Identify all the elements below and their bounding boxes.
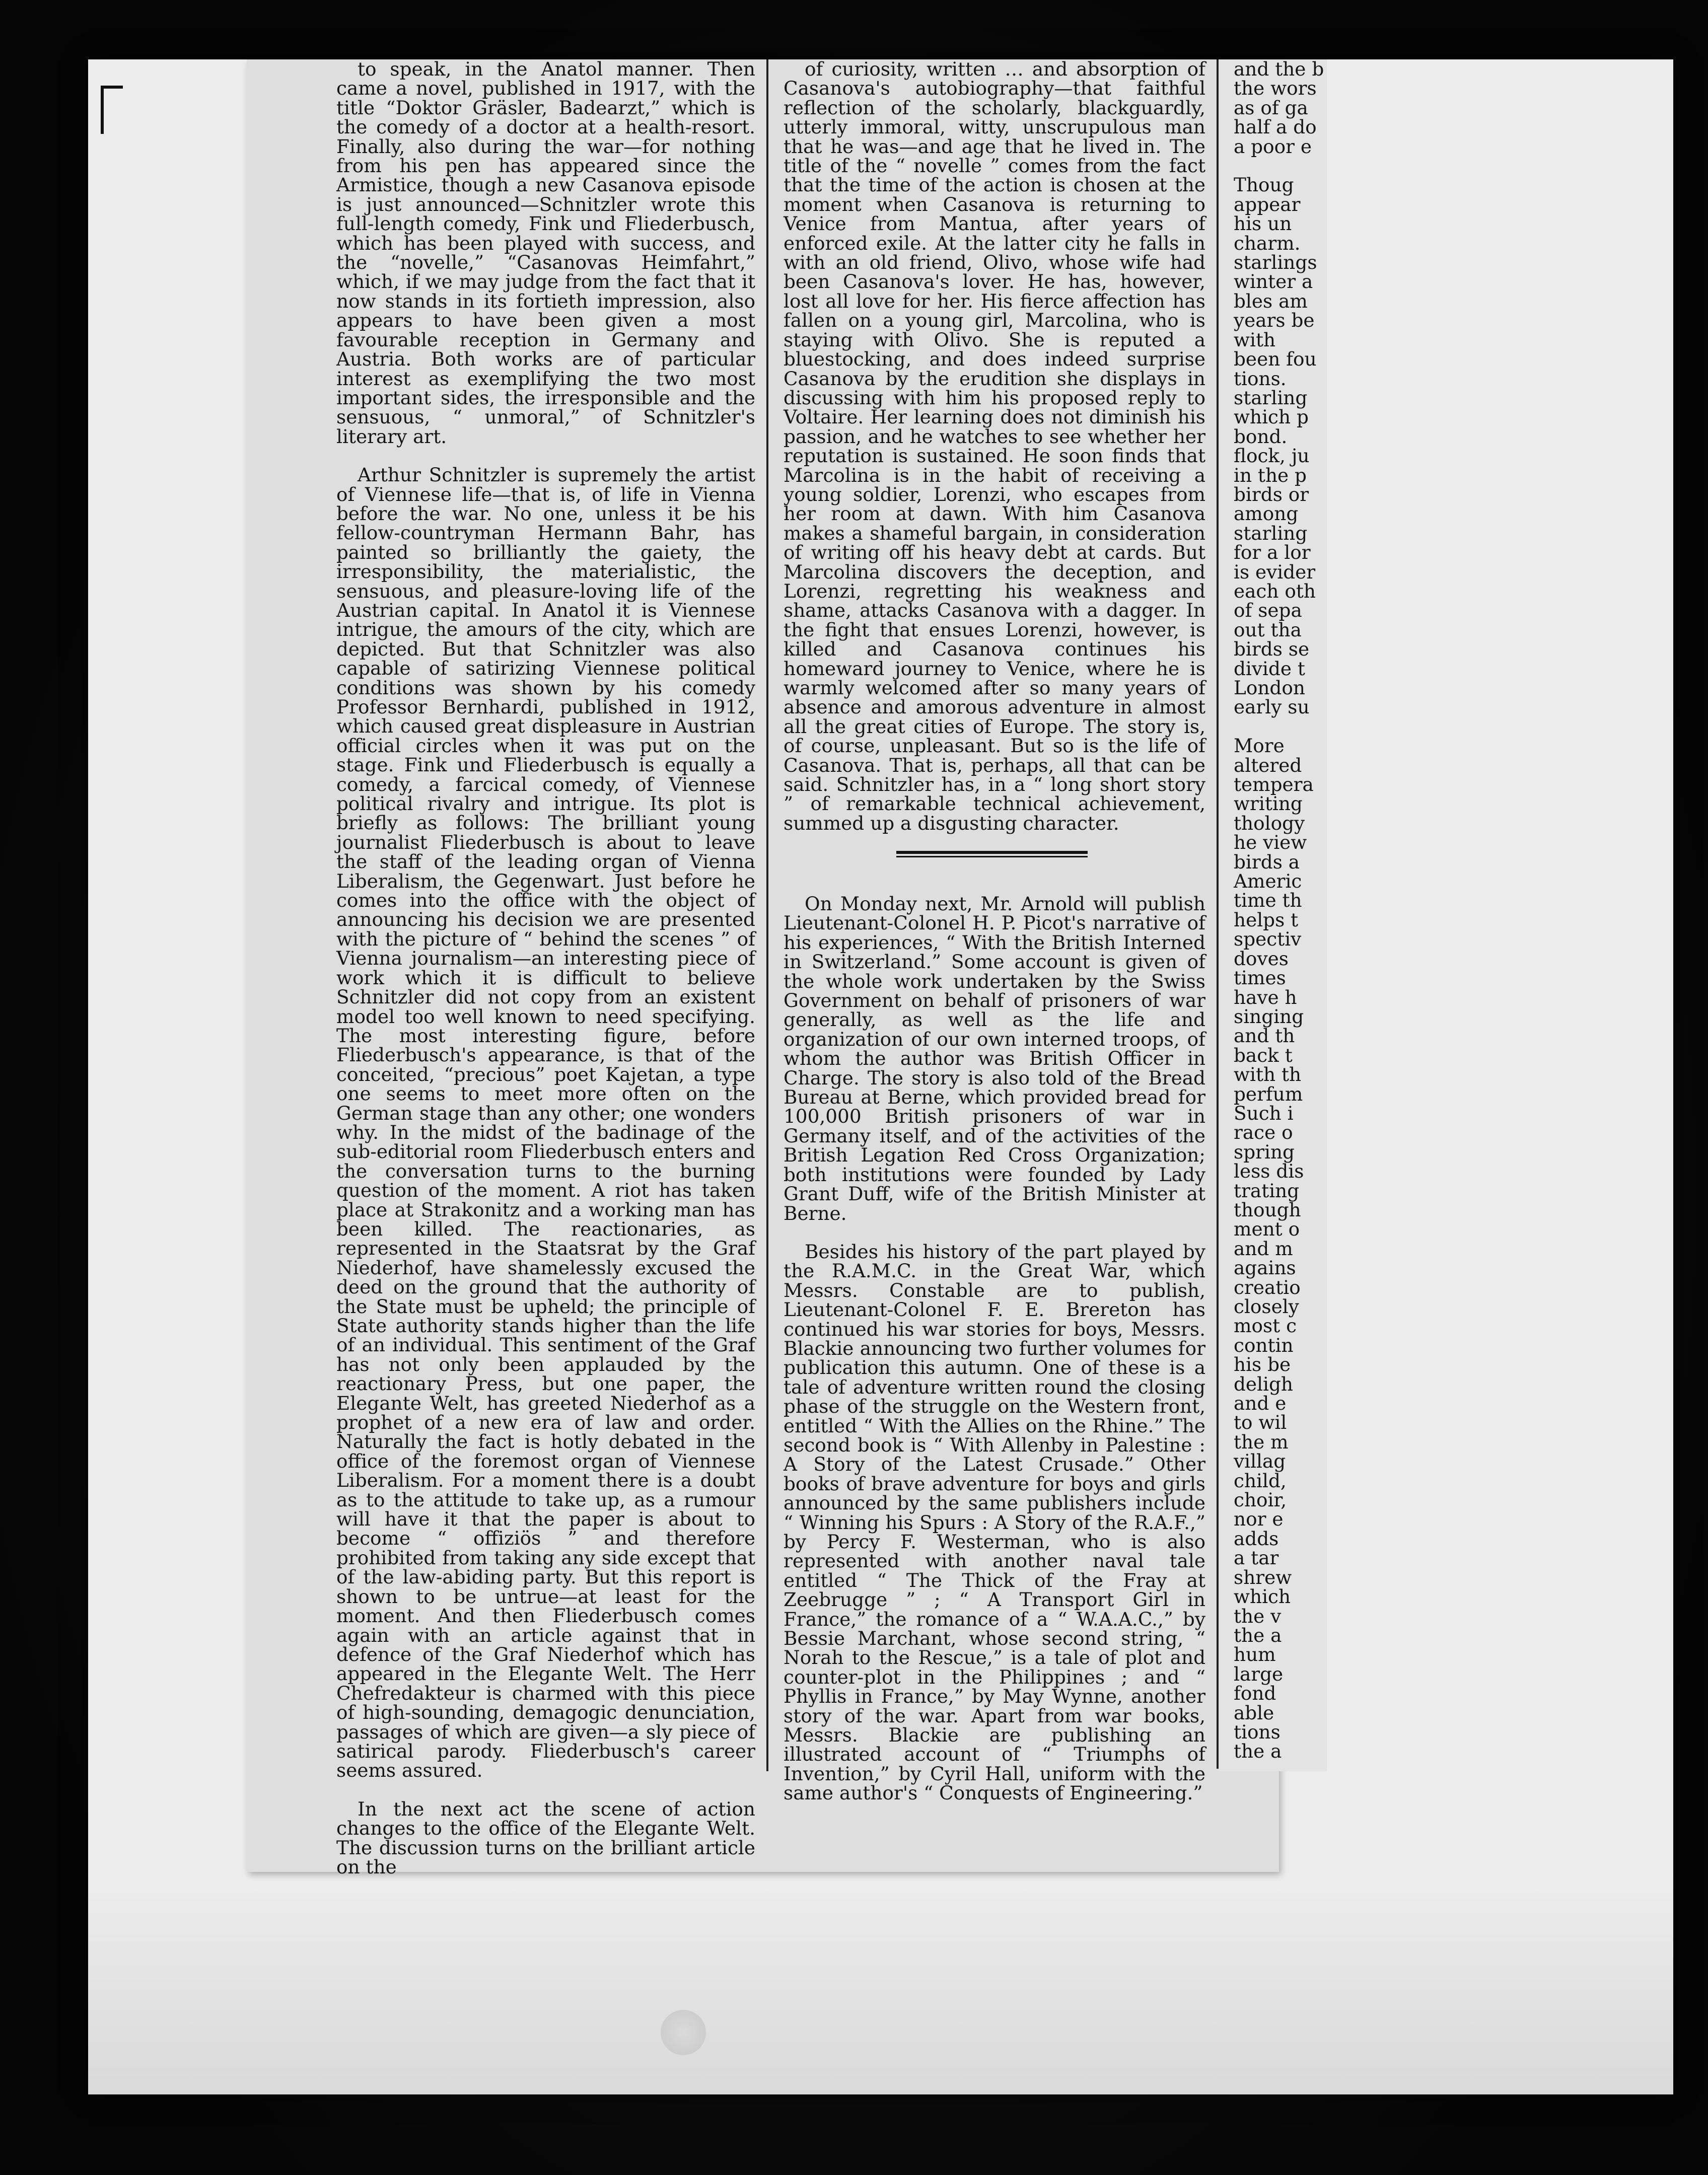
col3-line: starlings: [1234, 251, 1317, 274]
col3-line: ment o: [1234, 1218, 1300, 1241]
col3-line: Americ: [1234, 870, 1302, 893]
col1-paragraph: Arthur Schnitzler is supremely the artist of Viennese life—that is, of life in Vienna before the war. No one, unless it be his fellow-countryman Hermann Bahr, has painted so brilliantly the gaiety, the irresponsibility, the materialistic, the sensuous, and pleasure-loving life of the Austrian capital. In Anatol it is Viennese intrigue, the amours of the city, which are depicted. But that Schnitzler was also capable of satirizing Viennese political conditions was shown by his comedy Professor Bernhardi, published in 1912, which caused great displeasure in Austrian official circles when it was put on the stage. Fink und Fliederbusch is equally a comedy, a farcical comedy, of Viennese political rivalry and intrigue. Its plot is briefly as follows: The brilliant young journalist Fliederbusch is about to leave the staff of the leading organ of Vienna Liberalism, the Gegenwart. Just before he comes into the office with the object of announcing his decision we are presented with the picture of “ behind the scenes ” of Vienna journalism—an interesting piece of work which it is difficult to believe Schnitzler did not copy from an existent model too well known to need specifying. The most interesting figure, before Fliederbusch's appearance, is that of the conceited, “precious” poet Kajetan, a type one seems to meet more often on the German stage than any other; one wonders why. In the midst of the badinage of the sub-editorial room Fliederbusch enters and the conversation turns to the burning question of the moment. A riot has taken place at Strakonitz and a working man has been killed. The reactionaries, as represented in the Staatsrat by the Graf Niederhof, have shamelessly excused the deed on the ground that the authority of the State must be upheld; the principle of State authority stands higher than the life of an individual. This sentiment of the Graf has not only been applauded by the reactionary Press, but one paper, the Elegante Welt, has greeted Niederhof as a prophet of a new era of law and order. Naturally the fact is hotly debated in the office of the foremost organ of Viennese Liberalism. For a moment there is a doubt as to the attitude to take up, as a rumour will have it that the paper is about to become “ offiziös ” and therefore prohibited from taking any side except that of the law-abiding party. But this report is shown to be untrue—at least for the moment. And then Fliederbusch comes again with an article against that in defence of the Graf Niederhof which has appeared in the Elegante Welt. The Herr Chefredakteur is charmed with this piece of high-sounding, demagogic denunciation, passages of which are given—a sly piece of satirical parody. Fliederbusch's career seems assured.: [336, 464, 755, 1782]
col3-line: times: [1234, 967, 1286, 989]
col3-line: charm.: [1234, 232, 1301, 254]
col3-line: agains: [1234, 1257, 1296, 1279]
col3-line: the v: [1234, 1605, 1282, 1627]
col2-paragraph: On Monday next, Mr. Arnold will publish Lieutenant-Colonel H. P. Picot's narrative of his experiences, “ With the British Interned in Switzerland.” Some account is given of the whole work undertaken by the Swiss Government on behalf of prisoners of war generally, as well as the life and organization of our own interned troops, of whom the author was British Officer in Charge. The story is also told of the Bread Bureau at Berne, which provided bread for 100,000 British prisoners of war in Germany itself, and of the activities of the British Legation Red Cross Organization; both institutions were founded by Lady Grant Duff, wife of the British Minister at Berne.: [784, 893, 1205, 1224]
col3-line: bond.: [1234, 425, 1288, 448]
col3-line: able: [1234, 1701, 1274, 1724]
col3-line: though: [1234, 1198, 1301, 1221]
col3-line: More: [1234, 735, 1285, 757]
col3-line: race o: [1234, 1121, 1293, 1144]
col3-line: villag: [1234, 1450, 1286, 1473]
column-rule-1: [766, 59, 768, 1771]
col3-line: have h: [1234, 986, 1297, 1008]
col3-line: deligh: [1234, 1372, 1293, 1395]
col3-line: spring: [1234, 1140, 1295, 1163]
col3-line: [1234, 717, 1329, 736]
col3-line: the a: [1234, 1624, 1282, 1646]
mounting-sheet-shadow: [88, 1873, 1673, 2094]
col3-line: in the p: [1234, 464, 1307, 486]
col3-line: which p: [1234, 406, 1309, 428]
col1-paragraph: to speak, in the Anatol manner. Then came a novel, published in 1917, with the title “Doktor Gräsler, Badearzt,” which is the comedy of a doctor at a health-resort. Finally, also during the war—for nothing from his pen has appeared since the Armistice, though a new Casanova episode is just announced—Schnitzler wrote this full-length comedy, Fink und Fliederbusch, which has been played with success, and the “novelle,” “Casanovas Heimfahrt,” which, if we may judge from the fact that it now stands in its fortieth impression, also appears to have been given a most favourable reception in Germany and Austria. Both works are of particular interest as exemplifying the two most important sides, the irresponsible and the sensuous, “ unmoral,” of Schnitzler's literary art.: [336, 58, 755, 448]
col3-line: bles am: [1234, 289, 1308, 312]
col3-line: helps t: [1234, 908, 1299, 931]
article-column-2: [784, 59, 1205, 1803]
col3-line: writing: [1234, 792, 1303, 815]
col3-line: of sepa: [1234, 599, 1302, 622]
col3-line: Thoug: [1234, 174, 1294, 196]
col3-line: starling: [1234, 386, 1308, 409]
col3-line: doves: [1234, 947, 1289, 970]
col3-line: birds or: [1234, 483, 1309, 505]
col3-line: with: [1234, 328, 1276, 351]
col3-line: appear: [1234, 193, 1301, 215]
col3-line: hum: [1234, 1643, 1276, 1666]
col3-line: creatio: [1234, 1276, 1301, 1298]
col3-line: back t: [1234, 1044, 1293, 1066]
col3-line: closely: [1234, 1295, 1299, 1318]
col3-line: and th: [1234, 1025, 1295, 1047]
col3-line: a tar: [1234, 1547, 1279, 1569]
article-column-1: [336, 59, 755, 1876]
col3-line: spectiv: [1234, 928, 1302, 951]
col3-line: thology: [1234, 812, 1305, 834]
col3-line: flock, ju: [1234, 445, 1310, 467]
col2-paragraph: of curiosity, written … and absorption of Casanova's autobiography—that faithful reflection of the scholarly, blackguardly, utterly immoral, witty, unscrupulous man that he was—and age that he lived in. The title of the “ novelle ” comes from the fact that the time of the action is chosen at the moment when Casanova is returning to Venice from Mantua, after years of enforced exile. At the latter city he falls in with an old friend, Olivo, whose wife had been Casanova's lover. He has, however, lost all love for her. His fierce affection has fallen on a young girl, Marcolina, who is staying with Olivo. She is reputed a bluestocking, and does indeed surprise Casanova by the erudition she displays in discussing with him his proposed reply to Voltaire. Her learning does not diminish his passion, and he watches to see whether her reputation is sustained. He soon finds that Marcolina is in the habit of receiving a young soldier, Lorenzi, who escapes from her room at dawn. With him Casanova makes a shameful bargain, in consideration of writing off his heavy debt at cards. But Marcolina discovers the deception, and Lorenzi, regretting his weakness and shame, attacks Casanova with a dagger. In the fight that ensues Lorenzi, however, is killed and Casanova continues his homeward journey to Venice, where he is warmly welcomed after so many years of absence and amorous adventure in almost all the great cities of Europe. The story is, of course, unpleasant. But so is the life of Casanova. That is, perhaps, all that can be said. Schnitzler has, in a “ long short story ” of remarkable technical achievement, summed up a disgusting character.: [784, 58, 1205, 834]
col3-line: out tha: [1234, 618, 1302, 641]
col3-line: tions.: [1234, 367, 1287, 390]
col3-line: is evider: [1234, 560, 1316, 583]
col3-line: birds a: [1234, 850, 1300, 873]
col3-line: and e: [1234, 1392, 1287, 1415]
corner-bracket-mark: [101, 86, 123, 134]
col3-line: divide t: [1234, 657, 1305, 680]
col2-paragraph: Besides his history of the part played by the R.A.M.C. in the Great War, which Messrs. Constable are to publish, Lieutenant-Colonel F. E. Brereton has continued his war stories for boys, Messrs. Blackie announcing two further volumes for publication this autumn. One of these is a tale of adventure written round the closing phase of the struggle on the Western front, entitled “ With the Allies on the Rhine.” The second book is “ With Allenby in Palestine : A Story of the Latest Crusade.” Other books of brave adventure for boys and girls announced by the same publishers include “ Winning his Spurs : A Story of the R.A.F.,” by Percy F. Westerman, who is also represented with another naval tale entitled “ The Thick of the Fray at Zeebrugge ” ; “ A Transport Girl in France,” the romance of a “ W.A.A.C.,” by Bessie Marchant, whose second string, “ Norah to the Rescue,” is a tale of plot and counter-plot in the Philippines ; and “ Phyllis in France,” by May Wynne, another story of the war. Apart from war books, Messrs. Blackie are publishing an illustrated account of “ Triumphs of Invention,” by Cyril Hall, uniform with the same author's “ Conquests of Engineering.”: [784, 1240, 1205, 1804]
col3-line: tempera: [1234, 773, 1314, 796]
col3-line: altered: [1234, 754, 1302, 776]
col3-line: less dis: [1234, 1160, 1304, 1183]
col3-line: shrew: [1234, 1566, 1292, 1588]
col3-line: been fou: [1234, 348, 1317, 371]
col3-line: time th: [1234, 889, 1302, 912]
col3-line: which: [1234, 1585, 1291, 1608]
col3-line: winter a: [1234, 270, 1313, 293]
col3-line: most c: [1234, 1315, 1297, 1337]
divider-rule: [896, 851, 1088, 860]
col3-line: his be: [1234, 1353, 1291, 1376]
col3-line: a poor e: [1234, 135, 1312, 158]
col3-line: Such i: [1234, 1102, 1294, 1124]
col3-line: for a lor: [1234, 541, 1311, 564]
col3-line: his un: [1234, 212, 1292, 235]
article-column-3-cropped: [1234, 59, 1329, 1761]
col3-line: as of ga: [1234, 96, 1308, 119]
col3-line: nor e: [1234, 1508, 1284, 1531]
col3-line: the m: [1234, 1430, 1289, 1453]
col3-line: and the b: [1234, 58, 1324, 80]
col3-line: child,: [1234, 1469, 1287, 1492]
col3-line: London: [1234, 677, 1305, 699]
col3-line: years be: [1234, 309, 1315, 332]
col3-line: the wors: [1234, 77, 1317, 100]
col3-line: adds: [1234, 1527, 1279, 1550]
col3-line: to wil: [1234, 1411, 1287, 1434]
col3-line: he view: [1234, 831, 1307, 854]
col3-line: the a: [1234, 1740, 1282, 1763]
col3-line: birds se: [1234, 638, 1310, 661]
col3-line: contin: [1234, 1334, 1294, 1356]
col3-line: starling: [1234, 522, 1308, 544]
col3-line: with th: [1234, 1063, 1302, 1086]
col1-paragraph: In the next act the scene of action changes to the office of the Elegante Welt. The discussion turns on the brilliant article on the: [336, 1797, 755, 1878]
col3-line: early su: [1234, 696, 1310, 718]
col3-line: tions: [1234, 1720, 1280, 1743]
col3-line: singing: [1234, 1005, 1304, 1028]
col3-line: among: [1234, 502, 1299, 525]
col3-line: each oth: [1234, 579, 1316, 602]
col3-line: large: [1234, 1662, 1284, 1685]
col3-line: choir,: [1234, 1489, 1287, 1511]
col3-line: half a do: [1234, 116, 1317, 138]
col3-line: trating: [1234, 1179, 1300, 1202]
col3-line: [1234, 156, 1329, 175]
col3-line: perfum: [1234, 1082, 1303, 1105]
col3-line: and m: [1234, 1237, 1293, 1260]
library-stamp: [661, 2010, 706, 2055]
col3-line: fond: [1234, 1682, 1276, 1705]
